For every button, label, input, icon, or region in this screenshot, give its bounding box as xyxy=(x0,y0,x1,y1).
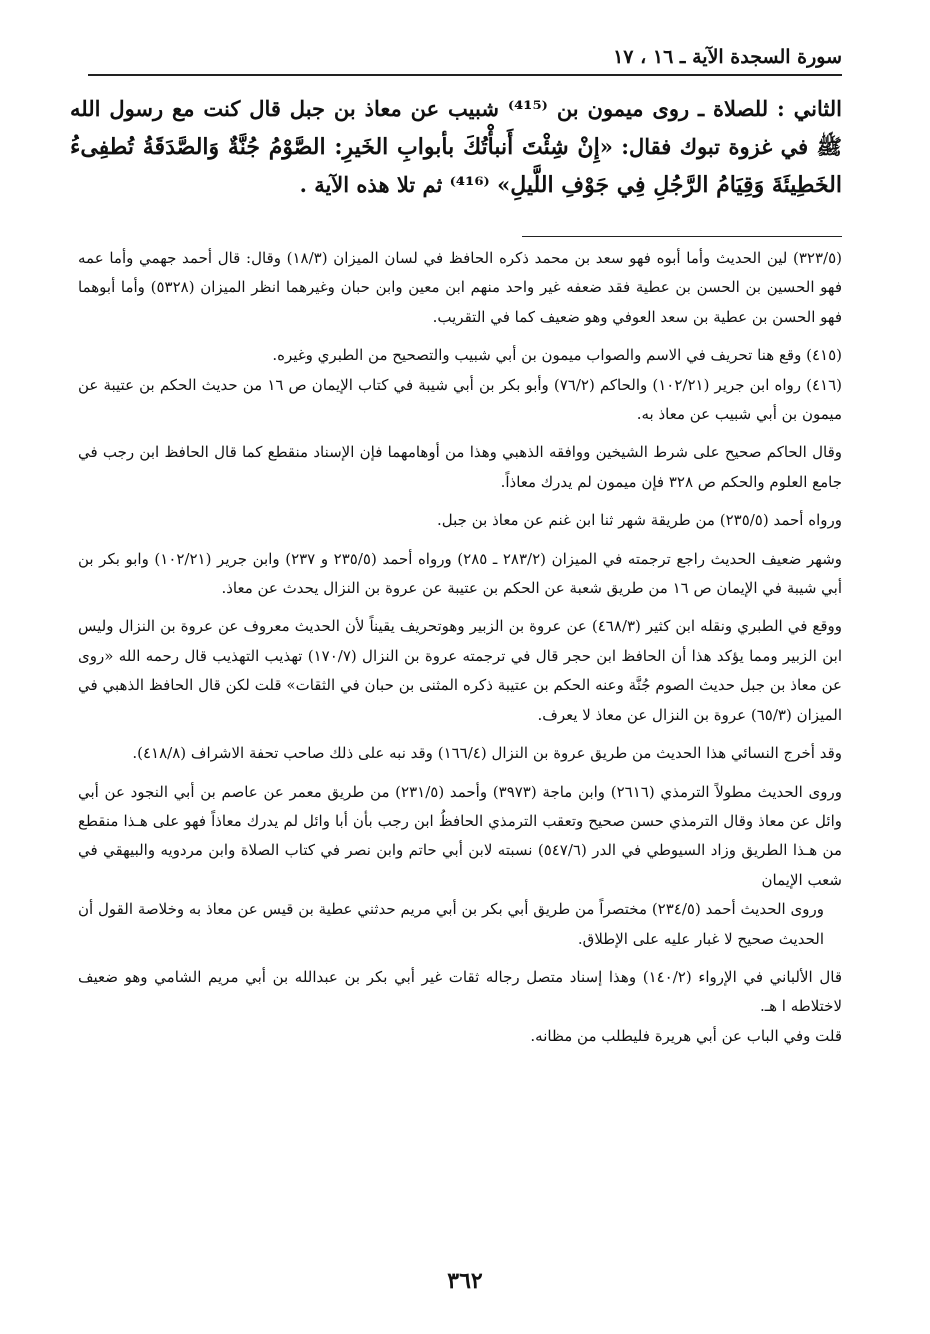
surah-verse-title: سورة السجدة الآية ـ ١٦ ، ١٧ xyxy=(613,46,842,68)
note-shahr: وشهر ضعيف الحديث راجع ترجمته في الميزان (٢٨٣/٢ ـ ٢٨٥) ورواه أحمد (٢٣٥/٥ و ٢٣٧) وابن جرير (١٠٢/٢١) وابو بكر بن أبي شيبة في الإيمان ص ١٦ من طريق شعبة عن الحكم بن عتيبة عن عروة بن النزال يحدث عن معاذ. xyxy=(78,549,843,598)
note-abu-hurayra: قلت وفي الباب عن أبي هريرة فليطلب من مظانه. xyxy=(530,1026,842,1045)
running-header xyxy=(88,38,842,76)
footnote-separator xyxy=(522,236,842,237)
main-intro: الثاني : للصلاة ـ روى ميمون بن ⁽⁴¹⁵⁾ شبيب عن معاذ بن جبل قال كنت مع رسول الله ﷺ في غزوة تبوك فقال: « xyxy=(70,96,843,159)
main-tail: » ⁽⁴¹⁶⁾ ثم تلا هذه الآية . xyxy=(299,172,511,197)
main-text xyxy=(70,90,842,204)
footnote-323: (٣٢٣/٥) لين الحديث وأما أبوه فهو سعد بن محمد ذكره الحافظ في لسان الميزان (١٨/٣) وقال: قال أحمد جهمي وأما عمه فهو الحسين بن الحسن بن عطية فقد ضعفه غير واحد منهم ابن معين وابن حبان وغيرهما انظر الميزان (٥٣٢٨) وأما أبوهما فهو الحسن بن عطية بن سعد العوفي وهو ضعيف كما في التقريب. xyxy=(78,249,843,326)
note-ahmad: ورواه أحمد (٢٣٥/٥) من طريقة شهر ثنا ابن غنم عن معاذ بن جبل. xyxy=(437,511,842,530)
note-tabari: ووقع في الطبري ونقله ابن كثير (٤٦٨/٣) عن عروة بن الزبير وهوتحريف يقيناً لأن الحديث معروف عن عروة بن النزال وليس ابن الزبير ومما يؤكد هذا أن الحافظ ابن حجر قال في ترجمته عروة بن النزال (١٧٠/٧) تهذيب التهذيب قال رحمه الله «روى عن معاذ بن جبل حديث الصوم جُنَّة وعنه الحكم بن عتيبة ذكره المثنى بن حبان في الثقات» قلت لكن قال الحافظ الذهبي في الميزان (٦٥/٣) عروة بن النزال عن معاذ لا يعرف. xyxy=(78,617,843,724)
main-paragraph xyxy=(70,90,842,204)
note-albani: قال الألباني في الإرواء (١٤٠/٢) وهذا إسناد متصل رجاله ثقات غير أبي بكر بن عبدالله بن أبي مريم الشامي وهو ضعيف لاختلاطه ا هـ. xyxy=(78,967,842,1016)
note-ahmad-2: وروى الحديث أحمد (٢٣٤/٥) مختصراً من طريق أبي بكر بن أبي مريم حدثني عطية بن قيس عن معاذ به وخلاصة القول أن الحديث صحيح لا غبار عليه على الإطلاق. xyxy=(78,900,824,948)
note-tirmidhi: وروى الحديث مطولاً الترمذي (٢٦١٦) وابن ماجة (٣٩٧٣) وأحمد (٢٣١/٥) من طريق معمر عن عاصم بن أبي النجود عن أبي وائل عن معاذ وقال الترمذي حسن صحيح وتعقب الترمذي الحافظُ ابن رجب بأن أبا وائل لم يدرك معاذاً فهو على هـذا منقطع من هـذا الطريق وزاد السيوطي في الدر (٥٤٧/٦) نسبته لابن أبي حاتم وابن نصر في كتاب الصلاة وابن مردويه والبيهقي في شعب الإيمان xyxy=(78,782,842,889)
footnote-416: (٤١٦) رواه ابن جرير (١٠٢/٢١) والحاكم (٧٦/٢) وأبو بكر بن أبي شيبة في كتاب الإيمان ص ١٦ من حديث الحكم بن عتيبة عن ميمون بن أبي شبيب عن معاذ به. xyxy=(78,375,842,424)
note-nasai: وقد أخرج النسائي هذا الحديث من طريق عروة بن النزال (١٦٦/٤) وقد نبه على ذلك صاحب تحفة الاشراف (٤١٨/٨). xyxy=(132,744,842,763)
hadith-quote: إِنْ شِئْتَ أَنبأْتُكَ بأبوابِ الخَيرِ: الصَّوْمُ جُنَّةٌ وَالصَّدَقَةُ تُطفِىءُ الخَطِيئَةَ وَقِيَامُ الرَّجُلِ فِي جَوْفِ اللَّيلِ xyxy=(70,134,842,198)
note-hakim: وقال الحاكم صحيح على شرط الشيخين ووافقه الذهبي وهذا من أوهامهما فإن الإسناد منقطع كما قال الحافظ ابن رجب في جامع العلوم والحكم ص ٣٢٨ فإن ميمون لم يدرك معاذاً. xyxy=(78,443,842,491)
footnote-415: (٤١٥) وقع هنا تحريف في الاسم والصواب ميمون بن أبي شبيب والتصحيح من الطبري وغيره. xyxy=(272,346,842,365)
footnotes xyxy=(78,244,842,1051)
page-number: ٣٦٢ xyxy=(447,1268,483,1294)
